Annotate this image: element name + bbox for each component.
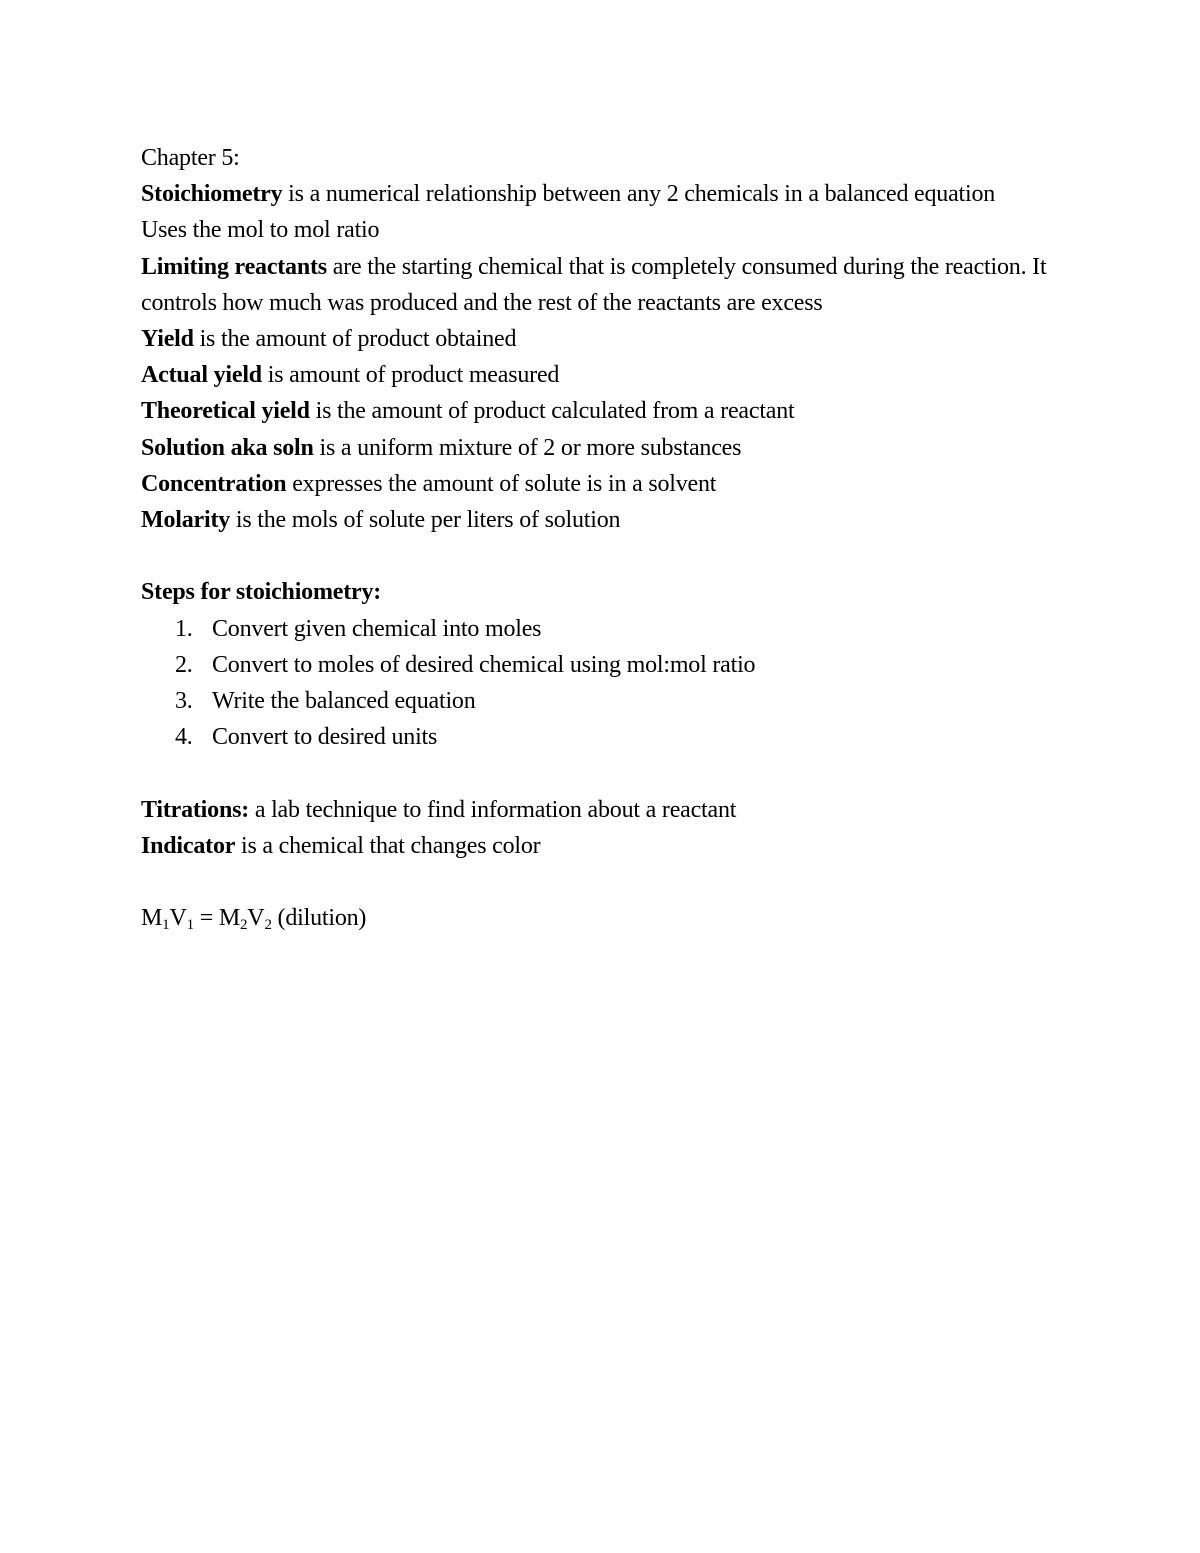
list-number: 3. <box>175 688 193 715</box>
list-number: 4. <box>175 724 193 751</box>
blank-line <box>141 864 1061 900</box>
term: Molarity <box>141 507 231 534</box>
definition-text: is the amount of product calculated from a reactant <box>309 398 795 425</box>
equation-equals: = <box>193 905 219 932</box>
equation-subscript: 1 <box>162 917 170 934</box>
equation-note: (dilution) <box>271 905 367 932</box>
equation-subscript: 1 <box>186 917 194 934</box>
equation-subscript: 2 <box>264 917 272 934</box>
equation-symbol: V <box>247 905 265 932</box>
definition-text: is amount of product measured <box>261 362 560 389</box>
definition-actual-yield <box>141 357 1061 393</box>
list-number: 2. <box>175 651 193 678</box>
equation-symbol: M <box>141 905 163 932</box>
term: Concentration <box>141 470 287 497</box>
list-number: 1. <box>175 615 193 642</box>
term: Yield <box>141 326 194 353</box>
list-text: Write the balanced equation <box>212 688 476 715</box>
list-text: Convert to desired units <box>212 724 438 751</box>
term: Limiting reactants <box>141 253 327 280</box>
list-item <box>141 647 1061 683</box>
note-mol-ratio <box>141 212 1061 248</box>
definition-yield <box>141 321 1061 357</box>
definition-text: is a uniform mixture of 2 or more substances <box>313 434 742 461</box>
list-item <box>141 719 1061 755</box>
definition-text: a lab technique to find information about a reactant <box>249 796 737 823</box>
steps-heading: Steps for stoichiometry: <box>141 579 382 606</box>
list-text: Convert to moles of desired chemical using mol:mol ratio <box>212 651 756 678</box>
definition-stoichiometry <box>141 176 1061 212</box>
term: Actual yield <box>141 362 262 389</box>
blank-line <box>141 755 1061 791</box>
definition-limiting-reactants <box>141 249 1061 321</box>
definition-indicator <box>141 828 1061 864</box>
term: Indicator <box>141 832 236 859</box>
definition-text: is the mols of solute per liters of solution <box>230 507 621 534</box>
definition-text: is a chemical that changes color <box>235 832 541 859</box>
term: Stoichiometry <box>141 181 283 208</box>
list-item <box>141 611 1061 647</box>
chapter-heading: Chapter 5: <box>141 145 240 171</box>
definition-text: is the amount of product obtained <box>193 326 517 353</box>
list-text: Convert given chemical into moles <box>212 615 542 642</box>
blank-line <box>141 538 1061 574</box>
definition-text: are the starting chemical that is completely consumed during the reaction. It controls how much was produced and the rest of the reactants are excess <box>141 253 1047 316</box>
definition-solution <box>141 430 1061 466</box>
definition-titrations <box>141 792 1061 828</box>
dilution-equation <box>141 900 1061 936</box>
definition-concentration <box>141 466 1061 502</box>
document-page <box>141 140 1061 936</box>
term: Theoretical yield <box>141 398 310 425</box>
definition-text: is a numerical relationship between any 2 chemicals in a balanced equation <box>282 181 996 208</box>
term: Titrations: <box>141 796 250 823</box>
definition-molarity <box>141 502 1061 538</box>
term: Solution aka soln <box>141 434 314 461</box>
equation-subscript: 2 <box>239 917 248 934</box>
definition-text: expresses the amount of solute is in a solvent <box>286 470 717 497</box>
steps-list <box>141 611 1061 756</box>
equation-symbol: V <box>169 905 187 932</box>
definition-theoretical-yield <box>141 393 1061 429</box>
list-item <box>141 683 1061 719</box>
definition-text: Uses the mol to mol ratio <box>141 217 380 244</box>
equation-symbol: M <box>218 905 240 932</box>
